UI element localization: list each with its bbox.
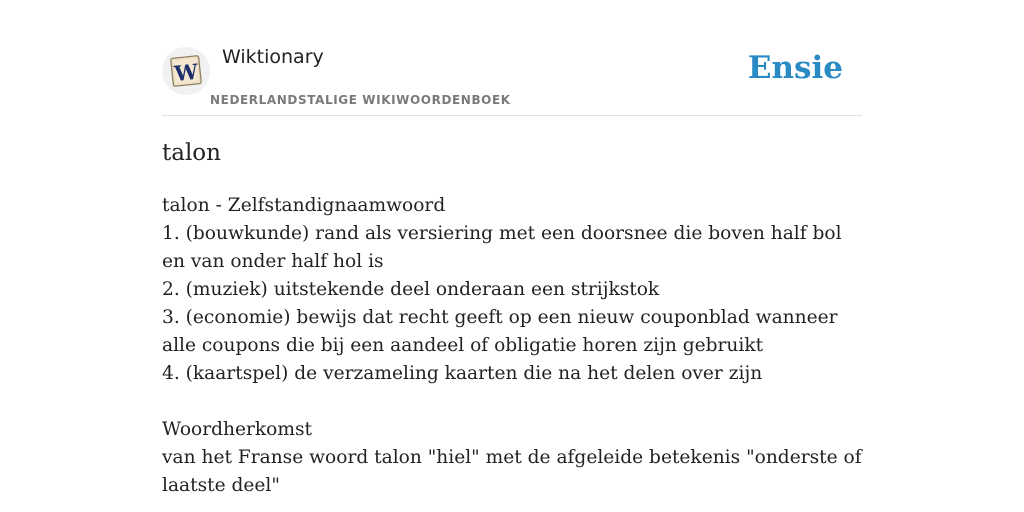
wiktionary-logo-icon [162,47,210,95]
spacer [162,388,862,416]
definition-item: 4. (kaartspel) de verzameling kaarten die na het delen over zijn [162,363,763,384]
header [162,0,862,116]
definition-item: 3. (economie) bewijs dat recht geeft op een nieuw couponblad wanneer alle coupons die bij een aandeel of obligatie horen zijn gebruikt [162,307,838,356]
definition-item: 1. (bouwkunde) rand als versiering met een doorsnee die boven half bol en van onder half hol is [162,223,842,272]
brand-logo[interactable]: Ensie [747,50,843,86]
svg-text:W: W [173,58,200,87]
definition-body [162,192,862,500]
definition-heading: talon - Zelfstandignaamwoord [162,195,446,216]
definition-item: 2. (muziek) uitstekende deel onderaan een strijkstok [162,279,660,300]
entry-card [162,0,862,512]
source-name: Wiktionary [222,46,324,68]
page-title: talon [162,140,221,166]
source-subtitle: NEDERLANDSTALIGE WIKIWOORDENBOEK [210,93,511,107]
etymology-text: van het Franse woord talon "hiel" met de afgeleide betekenis "onderste of laatste deel" [162,447,862,496]
etymology-heading: Woordherkomst [162,419,313,440]
